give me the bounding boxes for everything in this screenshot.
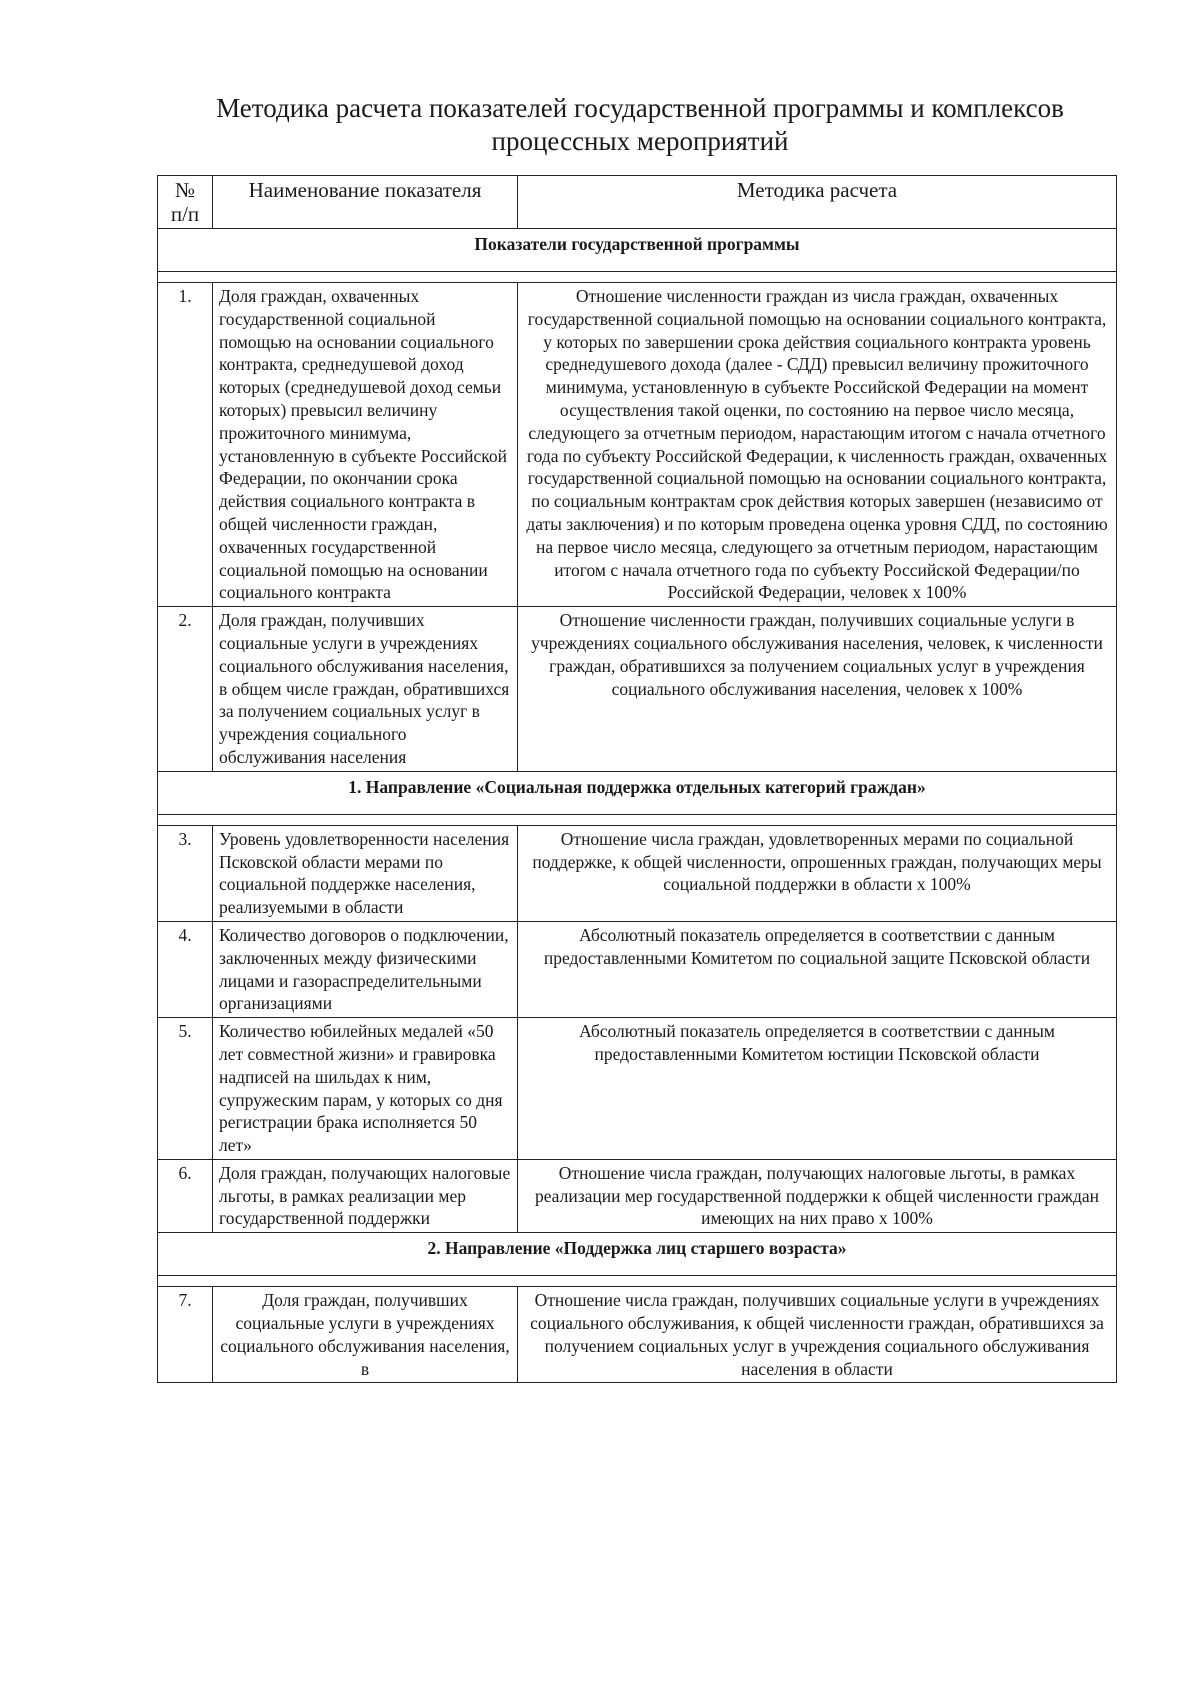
section-dir1-row — [158, 771, 1117, 814]
row-num: 4. — [158, 921, 213, 1017]
row-method: Отношение числа граждан, получающих налоговые льготы, в рамках реализации мер государственной поддержки к общей численности граждан имеющих на них право х 100% — [518, 1159, 1117, 1232]
spacer-row — [158, 814, 1117, 825]
methodology-table — [157, 175, 1117, 1383]
table-row — [158, 283, 1117, 607]
row-num: 5. — [158, 1018, 213, 1160]
spacer-row — [158, 1276, 1117, 1287]
row-method: Отношение численности граждан из числа граждан, охваченных государственной социальной помощью на основании социального контракта, у которых по завершении срока действия социального контракта уровень среднедушевого дохода (далее - СДД) превысил величину прожиточного минимума, установленную в субъекте Российской Федерации на момент осуществления такой оценки, по состоянию на первое число месяца, следующего за отчетным периодом, нарастающим итогом с начала отчетного года по субъекту Российской Федерации, к численность граждан, охваченных государственной социальной помощью на основании социального контракта, по социальным контрактам срок действия которых завершен (независимо от даты заключения) и по которым проведена оценка уровня СДД, по состоянию на первое число месяца, следующего за отчетным периодом, нарастающим итогом с начала отчетного года по субъекту Российской Федерации/по Российской Федерации, человек х 100% — [518, 283, 1117, 607]
table-row — [158, 825, 1117, 921]
header-method: Методика расчета — [518, 176, 1117, 229]
table-row — [158, 921, 1117, 1017]
row-method: Отношение числа граждан, удовлетворенных мерами по социальной поддержке, к общей численности, опрошенных граждан, получающих меры социальной поддержки в области х 100% — [518, 825, 1117, 921]
section-dir2-row — [158, 1233, 1117, 1276]
table-row — [158, 1018, 1117, 1160]
row-name: Доля граждан, получающих налоговые льготы, в рамках реализации мер государственной поддержки — [213, 1159, 518, 1232]
row-num: 7. — [158, 1287, 213, 1383]
row-num: 3. — [158, 825, 213, 921]
row-name: Уровень удовлетворенности населения Псковской области мерами по социальной поддержке населения, реализуемыми в области — [213, 825, 518, 921]
row-method: Отношение числа граждан, получивших социальные услуги в учреждениях социального обслуживания, к общей численности граждан, обратившихся за получением социальных услуг в учреждения социального обслуживания населения в области — [518, 1287, 1117, 1383]
table-row — [158, 1287, 1117, 1383]
section-dir2-title: 2. Направление «Поддержка лиц старшего возраста» — [158, 1233, 1117, 1276]
table-header-row — [158, 176, 1117, 229]
row-name: Доля граждан, получивших социальные услуги в учреждениях социального обслуживания населения, в общем числе граждан, обратившихся за получением социальных услуг в учреждения социального обслуживания населения — [213, 607, 518, 772]
page-title — [150, 92, 1130, 158]
row-num: 2. — [158, 607, 213, 772]
spacer-row — [158, 272, 1117, 283]
header-name: Наименование показателя — [213, 176, 518, 229]
header-num: № п/п — [158, 176, 213, 229]
row-name: Количество юбилейных медалей «50 лет совместной жизни» и гравировка надписей на шильдах к ним, супружеским парам, у которых со дня регистрации брака исполняется 50 лет» — [213, 1018, 518, 1160]
table-row — [158, 1159, 1117, 1232]
row-num: 6. — [158, 1159, 213, 1232]
row-name: Доля граждан, охваченных государственной социальной помощью на основании социального контракта, среднедушевой доход которых (среднедушевой доход семьи которых) превысил величину прожиточного минимума, установленную в субъекте Российской Федерации, по окончании срока действия социального контракта в общей численности граждан, охваченных государственной социальной помощью на основании социального контракта — [213, 283, 518, 607]
row-method: Абсолютный показатель определяется в соответствии с данным предоставленными Комитетом по социальной защите Псковской области — [518, 921, 1117, 1017]
title-line-2: процессных мероприятий — [491, 126, 789, 156]
section-dir1-title: 1. Направление «Социальная поддержка отдельных категорий граждан» — [158, 771, 1117, 814]
row-method: Отношение численности граждан, получивших социальные услуги в учреждениях социального обслуживания населения, человек, к численности граждан, обратившихся за получением социальных услуг в учреждения социального обслуживания населения, человек х 100% — [518, 607, 1117, 772]
section-program-title: Показатели государственной программы — [158, 229, 1117, 272]
table-row — [158, 607, 1117, 772]
row-name: Количество договоров о подключении, заключенных между физическими лицами и газораспределительными организациями — [213, 921, 518, 1017]
title-line-1: Методика расчета показателей государственной программы и комплексов — [216, 93, 1064, 123]
section-program-row — [158, 229, 1117, 272]
row-method: Абсолютный показатель определяется в соответствии с данным предоставленными Комитетом юстиции Псковской области — [518, 1018, 1117, 1160]
row-num: 1. — [158, 283, 213, 607]
row-name: Доля граждан, получивших социальные услуги в учреждениях социального обслуживания населения, в — [213, 1287, 518, 1383]
